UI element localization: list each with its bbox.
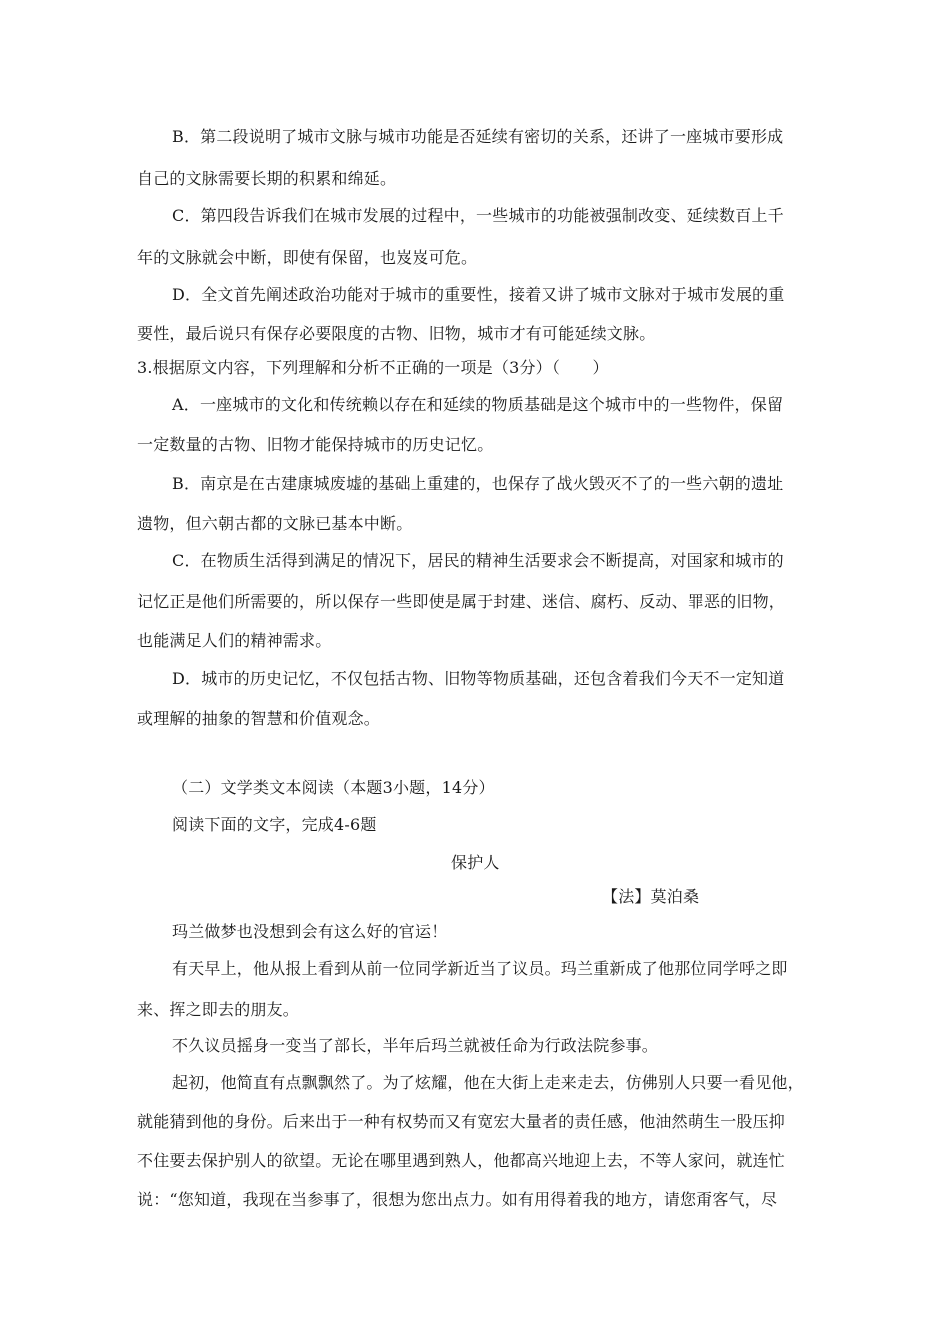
story-author: 【法】莫泊桑	[602, 887, 700, 906]
q3-option-a-line2: 一定数量的古物、旧物才能保持城市的历史记忆。	[137, 435, 494, 454]
q2-option-d-line1: D．全文首先阐述政治功能对于城市的重要性，接着又讲了城市文脉对于城市发展的重	[172, 285, 785, 304]
q2-option-b-line2: 自己的文脉需要长期的积累和绵延。	[137, 169, 397, 188]
q3-option-a-line1: A．一座城市的文化和传统赖以存在和延续的物质基础是这个城市中的一些物件，保留	[172, 395, 784, 414]
story-title: 保护人	[451, 853, 500, 872]
q2-option-c-line1: C．第四段告诉我们在城市发展的过程中，一些城市的功能被强制改变、延续数百上千	[172, 206, 784, 225]
q3-option-d-line1: D．城市的历史记忆，不仅包括古物、旧物等物质基础，还包含着我们今天不一定知道	[172, 669, 785, 688]
q3-option-b-line1: B．南京是在古建康城废墟的基础上重建的，也保存了战火毁灭不了的一些六朝的遗址	[172, 474, 784, 493]
story-paragraph-4-line4: 说：“您知道，我现在当参事了，很想为您出点力。如有用得着我的地方，请您甭客气，尽	[137, 1190, 778, 1209]
story-paragraph-1: 玛兰做梦也没想到会有这么好的官运！	[172, 922, 448, 941]
story-paragraph-4-line3: 不住要去保护别人的欲望。无论在哪里遇到熟人，他都高兴地迎上去，不等人家问，就连忙	[137, 1151, 786, 1170]
q3-option-c-line2: 记忆正是他们所需要的，所以保存一些即使是属于封建、迷信、腐朽、反动、罪恶的旧物，	[137, 592, 786, 611]
q3-option-c-line3: 也能满足人们的精神需求。	[137, 631, 332, 650]
story-paragraph-3: 不久议员摇身一变当了部长，半年后玛兰就被任命为行政法院参事。	[172, 1036, 659, 1055]
reading-instruction: 阅读下面的文字，完成4-6题	[172, 815, 377, 834]
story-paragraph-4-line2: 就能猜到他的身份。后来出于一种有权势而又有宽宏大量者的责任感，他油然萌生一股压抑	[137, 1112, 786, 1131]
story-paragraph-2-line1: 有天早上，他从报上看到从前一位同学新近当了议员。玛兰重新成了他那位同学呼之即	[172, 959, 788, 978]
q2-option-c-line2: 年的文脉就会中断，即使有保留，也岌岌可危。	[137, 248, 478, 267]
q3-stem: 3.根据原文内容，下列理解和分析不正确的一项是（3分）（ ）	[137, 358, 609, 377]
q3-option-b-line2: 遗物，但六朝古都的文脉已基本中断。	[137, 514, 413, 533]
q2-option-b-line1: B．第二段说明了城市文脉与城市功能是否延续有密切的关系，还讲了一座城市要形成	[172, 127, 784, 146]
q3-option-c-line1: C．在物质生活得到满足的情况下，居民的精神生活要求会不断提高，对国家和城市的	[172, 551, 784, 570]
q2-option-d-line2: 要性，最后说只有保存必要限度的古物、旧物，城市才有可能延续文脉。	[137, 324, 656, 343]
q3-option-d-line2: 或理解的抽象的智慧和价值观念。	[137, 709, 381, 728]
story-paragraph-2-line2: 来、挥之即去的朋友。	[137, 1000, 300, 1019]
story-paragraph-4-line1: 起初，他简直有点飘飘然了。为了炫耀，他在大街上走来走去，仿佛别人只要一看见他，	[172, 1073, 804, 1092]
section-heading: （二）文学类文本阅读（本题3小题，14分）	[172, 778, 495, 797]
